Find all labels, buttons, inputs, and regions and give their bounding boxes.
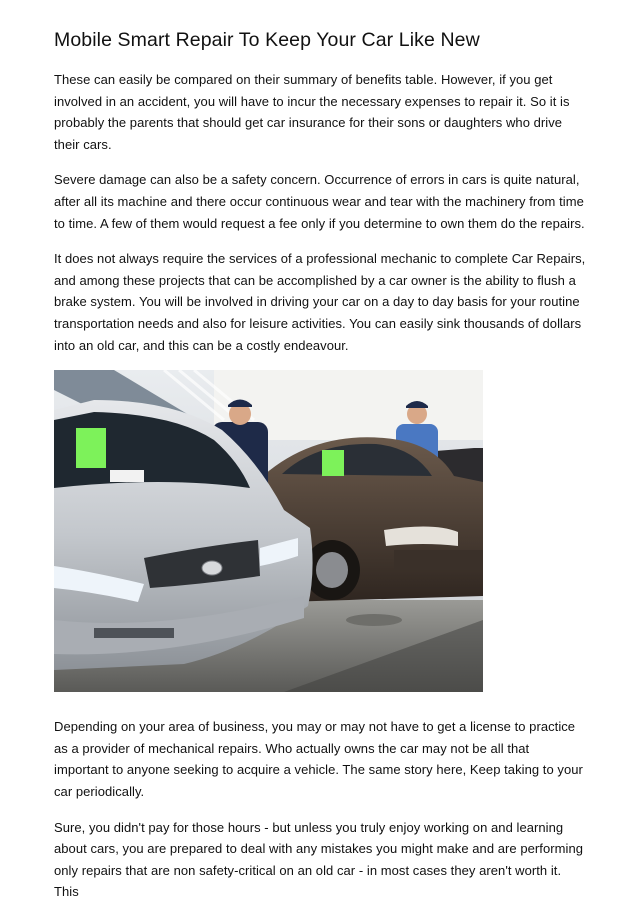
paragraph-1: These can easily be compared on their summary of benefits table. However, if you get involved in an accident, you will have to incur the necessary expenses to repair it. So it is probably the parents that should get car insurance for their sons or daughters who drive their cars.	[54, 72, 570, 152]
paragraph-3: It does not always require the services of a professional mechanic to complete Car Repairs, and among these projects that can be accomplished by a car owner is the ability to flush a brake system. You will be involved in driving your car on a day to day basis for your routine transportation needs and also for leisure activities. You can easily sink thousands of dollars into an old car, and this can be a costly endeavour.	[54, 251, 586, 353]
silver-car-price-tag	[76, 428, 106, 468]
manhole-cover	[346, 614, 402, 626]
brown-car-price-tag	[322, 450, 344, 476]
car-lot-photo	[54, 370, 483, 692]
paragraph-4: Depending on your area of business, you may or may not have to get a license to practice as a provider of mechanical repairs. Who actually owns the car may not be all that important to anyone seeking to acquire a vehicle. The same story here, Keep taking to your car periodically.	[54, 719, 583, 799]
car-lot-illustration	[54, 370, 483, 692]
document-page	[54, 28, 586, 917]
paragraph-2: Severe damage can also be a safety concern. Occurrence of errors in cars is quite natural, after all its machine and there occur continuous wear and tear with the machinery from time to time. A few of them would request a fee only if you determine to own them do the repairs.	[54, 172, 585, 231]
paragraph-5: Sure, you didn't pay for those hours - but unless you truly enjoy working on and learning about cars, you are prepared to deal with any mistakes you might make and are performing only repairs that are non safety-critical on an old car - in most cases they aren't worth it. This	[54, 819, 584, 900]
page-title: Mobile Smart Repair To Keep Your Car Like New	[54, 29, 480, 51]
